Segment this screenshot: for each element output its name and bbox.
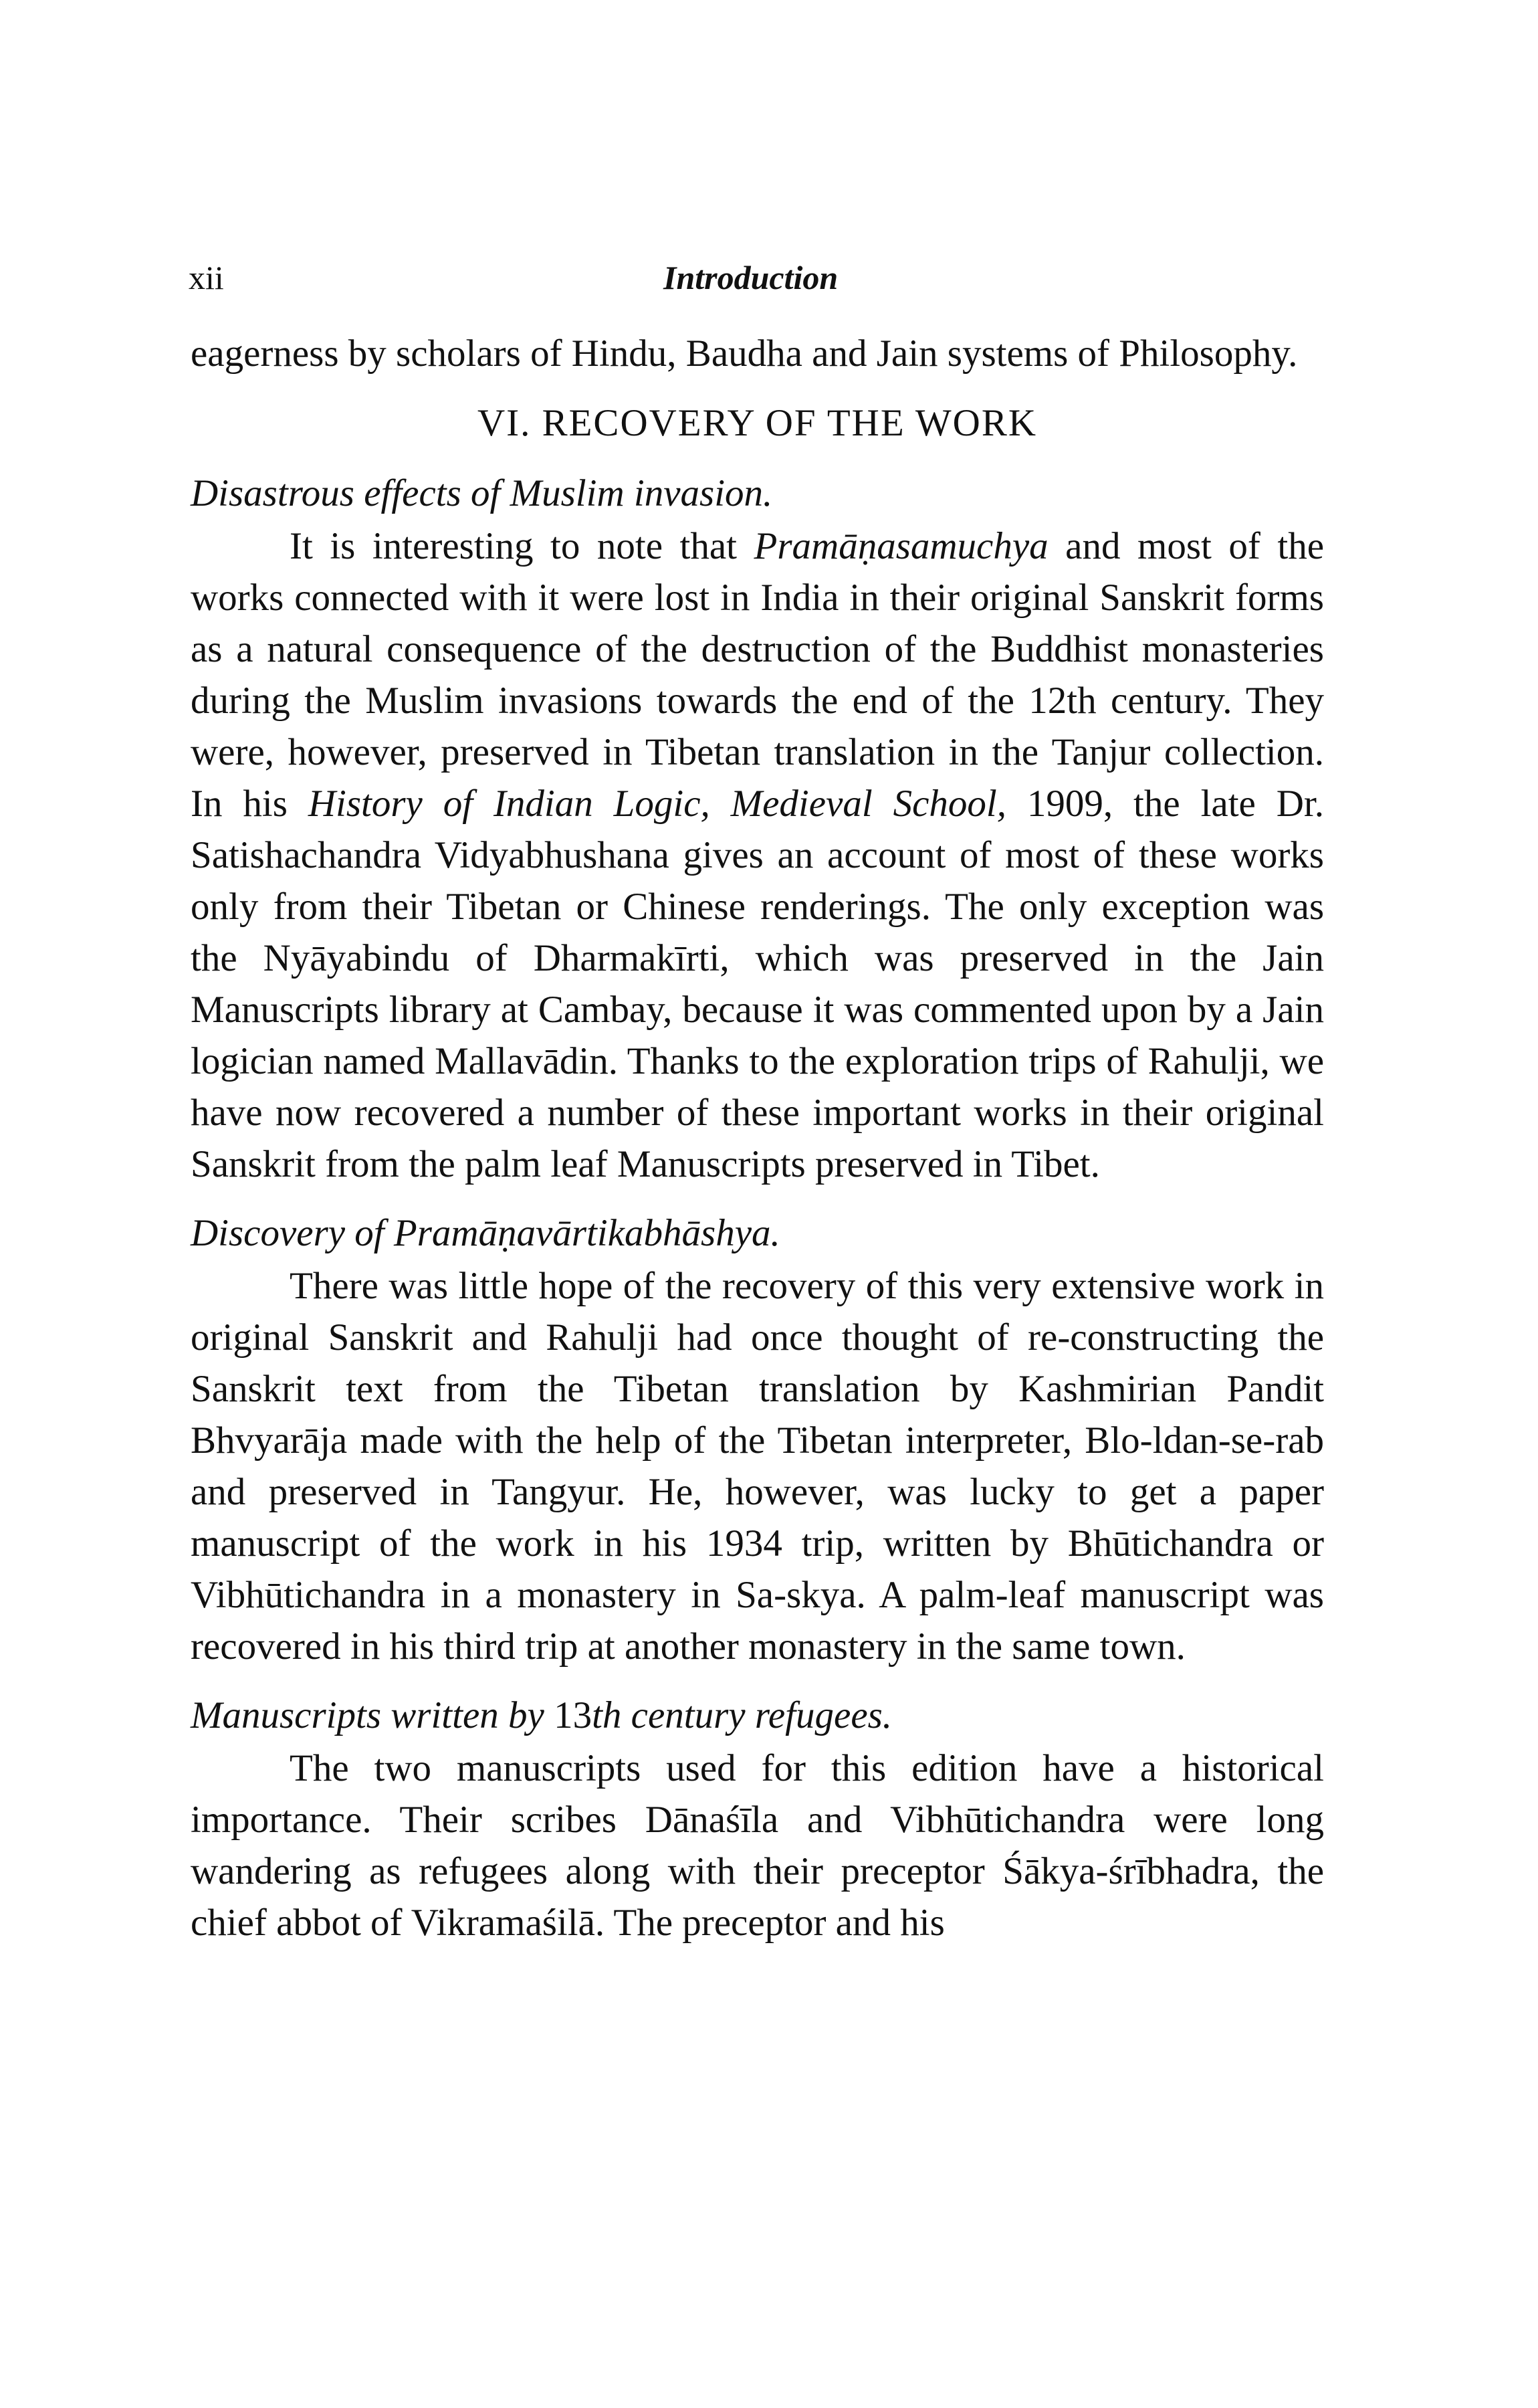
work-title: Pramāṇasamuchya [754, 525, 1049, 567]
heading-number: 13 [554, 1694, 592, 1736]
heading-text: Manuscripts written by [191, 1694, 554, 1736]
subsection-paragraph: The two manuscripts used for this edition have a historical importance. Their scribes Dānaśīla and Vibhūtichandra were long wandering as refugees along with their preceptor Śākya-śrībhadra, the chief abbot of Vikramaśilā. The preceptor and his [191, 1747, 1324, 1944]
section-title: VI. RECOVERY OF THE WORK [477, 402, 1038, 444]
page-body [191, 328, 1324, 1966]
subsection-heading [191, 1690, 1324, 1741]
subsection-paragraph [191, 520, 1324, 1190]
running-head [189, 258, 1325, 304]
running-title: Introduction [663, 259, 839, 296]
subsection-discovery [191, 1207, 1324, 1672]
subsection-refugees [191, 1690, 1324, 1948]
work-title: History of Indian Logic, Medieval School, [308, 783, 1006, 825]
paragraph-text: It is interesting to note that [290, 525, 754, 567]
subsection-paragraph: There was little hope of the recovery of this very extensive work in original Sanskrit and Rahulji had once thought of re-constructing the Sanskrit text from the Tibetan translation by Kashmirian Pandit Bhvyarāja made with the help of the Tibetan interpreter, Blo-ldan-se-rab and preserved in Tangyur. He, however, was lucky to get a paper manuscript of the work in his 1934 trip, written by Bhūtichandra or Vibhūtichandra in a monastery in Sa-skya. A palm-leaf manuscript was recovered in his third trip at another monastery in the same town. [191, 1265, 1324, 1668]
subsection-heading: Discovery of Pramāṇavārtikabhāshya. [191, 1212, 780, 1254]
subsection-muslim-invasion [191, 468, 1324, 1190]
subsection-heading: Disastrous effects of Muslim invasion. [191, 472, 773, 514]
paragraph-text: 1909, the late Dr. Satishachandra Vidyabhushana gives an account of most of these works only from their Tibetan or Chinese renderings. The only exception was the Nyāyabindu of Dharmakīrti, which was preserved in the Jain Manuscripts library at Cambay, because it was commented upon by a Jain logician named Mallavādin. Thanks to the exploration trips of Rahulji, we have now recovered a number of these important works in their original Sanskrit from the palm leaf Manuscripts preserved in Tibet. [191, 783, 1325, 1185]
paragraph-text: and most of the works connected with it were lost in India in their original Sanskrit forms as a natural consequence of the destruction of the Buddhist monasteries during the Muslim invasions towards the end of the 12th century. They were, however, preserved in Tibetan translation in the Tanjur collection. In his [191, 525, 1324, 825]
opening-paragraph: eagerness by scholars of Hindu, Baudha and Jain systems of Philosophy. [191, 332, 1298, 375]
page-number: xii [189, 259, 224, 296]
heading-text: th century refugees. [592, 1694, 893, 1736]
